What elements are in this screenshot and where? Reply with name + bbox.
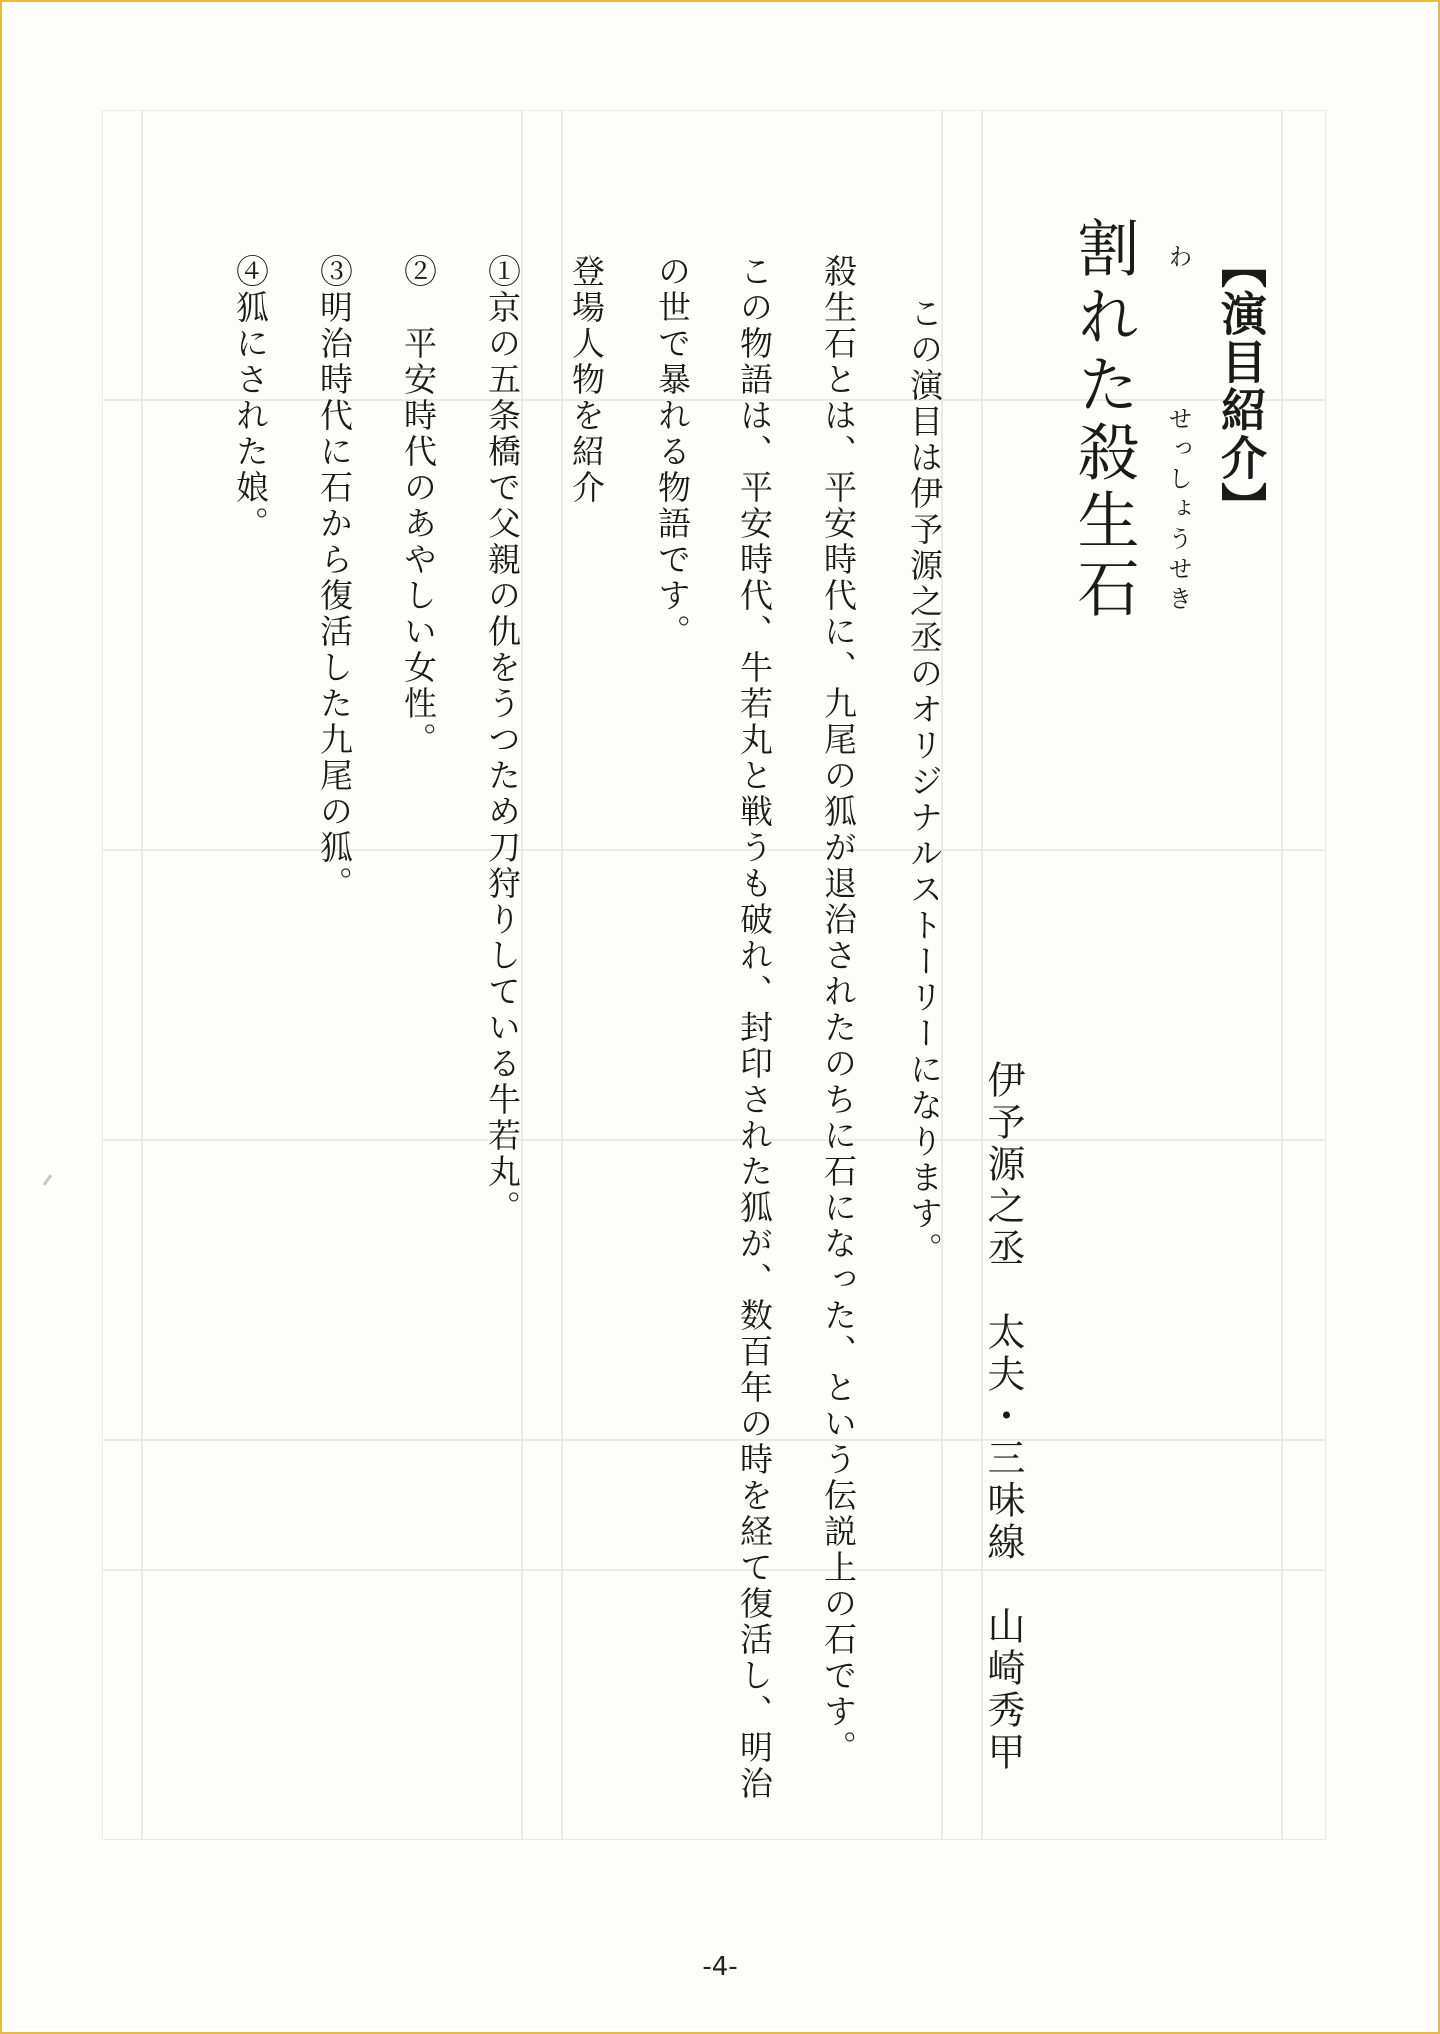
page-number: -4- (702, 1952, 738, 1982)
scan-speck (43, 1174, 52, 1186)
play-title: 割れた殺生石 (1067, 216, 1140, 624)
performer-credit: 伊予源之丞 太夫・三味線 山崎秀甲 (981, 1060, 1025, 1774)
title-ruby-wa: わ (1164, 244, 1192, 270)
character-item-4: ④狐にされた娘。 (231, 254, 270, 542)
intro-paragraph: この演目は伊予源之丞のオリジナルストーリーになります。 (905, 296, 944, 1268)
character-item-1: ①京の五条橋で父親の仇をうつため刀狩りしている牛若丸。 (483, 254, 522, 1226)
story-summary-line-2: の世で暴れる物語です。 (653, 254, 692, 650)
character-item-2: ② 平安時代のあやしい女性。 (399, 254, 438, 758)
section-heading: 【演目紹介】 (1214, 242, 1268, 530)
title-ruby-sesshouseki: せっしょうせき (1164, 406, 1192, 616)
character-item-3: ③明治時代に石から復活した九尾の狐。 (315, 254, 354, 902)
sesshouseki-explanation: 殺生石とは、平安時代に、九尾の狐が退治されたのちに石になった、という伝説上の石です。 (819, 254, 858, 1766)
ghost-grid (102, 110, 1326, 1840)
characters-heading: 登場人物を紹介 (567, 254, 606, 506)
story-summary-line-1: この物語は、平安時代、牛若丸と戦うも破れ、封印された狐が、数百年の時を経て復活し、明治 (735, 254, 774, 1802)
paper-sheet (6, 6, 1434, 2028)
